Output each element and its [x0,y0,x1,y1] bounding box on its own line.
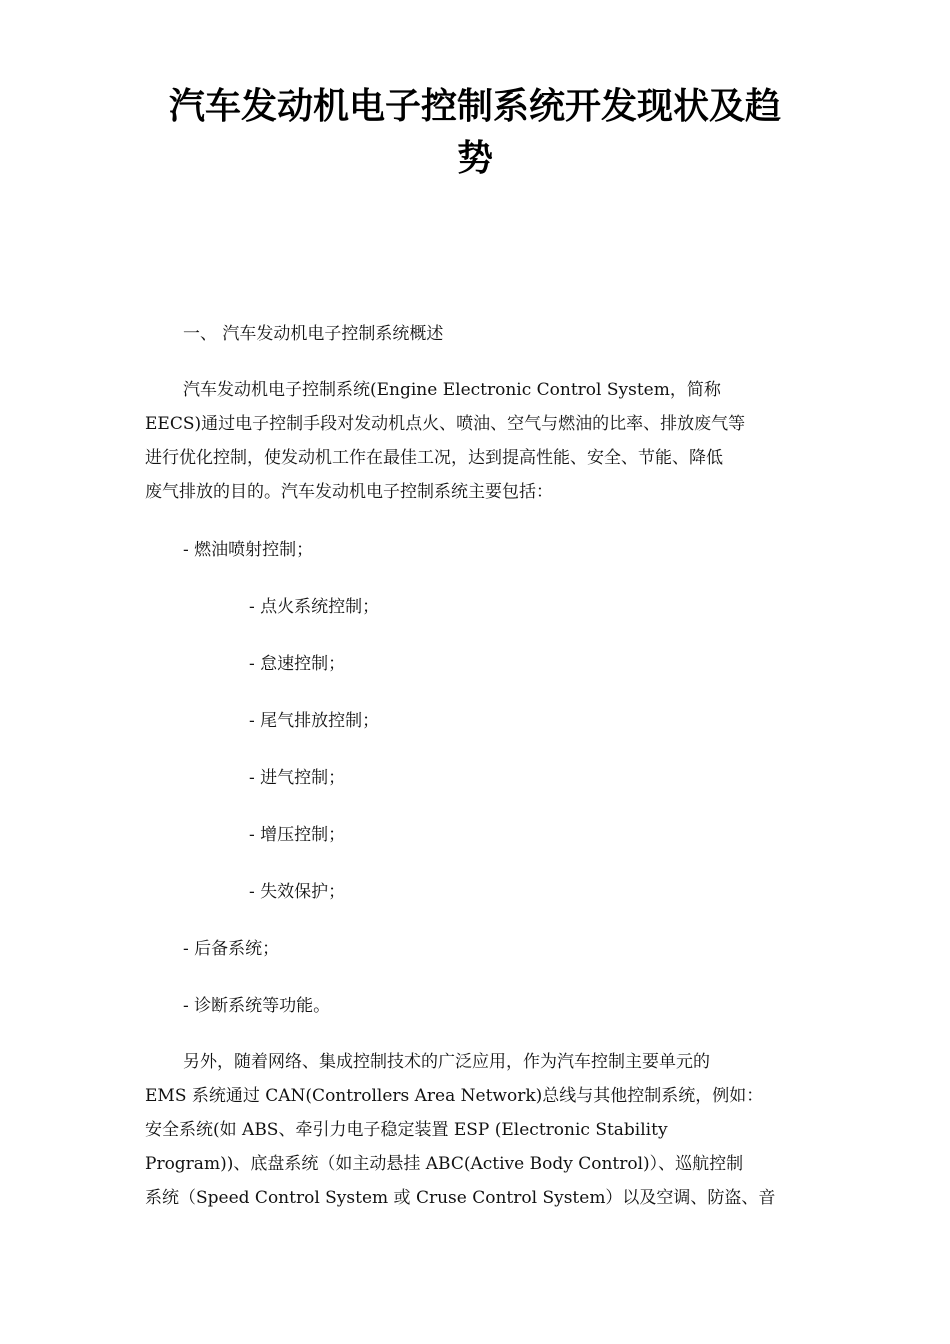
closing-paragraph [145,1045,810,1215]
intro-line: 汽车发动机电子控制系统(Engine Electronic Control System，简称 [183,380,721,400]
list-item: - 失效保护； [249,882,346,902]
intro-line: 废气排放的目的。汽车发动机电子控制系统主要包括： [145,482,553,502]
list-item: - 燃油喷射控制； [183,540,314,560]
document-title [140,80,810,184]
list-item: - 点火系统控制； [249,597,380,617]
title-line-1: 汽车发动机电子控制系统开发现状及趋 [168,85,781,127]
section-heading: 一、 汽车发动机电子控制系统概述 [183,324,444,344]
title-line-2: 势 [456,137,493,179]
closing-line: 系统（Speed Control System 或 Cruse Control System）以及空调、防盗、音 [145,1188,776,1208]
closing-line: 另外，随着网络、集成控制技术的广泛应用，作为汽车控制主要单元的 [183,1052,710,1072]
list-item: - 后备系统； [183,939,280,959]
list-item: - 尾气排放控制； [249,711,380,731]
list-item: - 怠速控制； [249,654,346,674]
closing-line: EMS 系统通过 CAN(Controllers Area Network)总线与其他控制系统，例如： [145,1086,764,1106]
closing-line: Program))、底盘系统（如主动悬挂 ABC(Active Body Control)）、巡航控制 [145,1154,744,1174]
closing-line: 安全系统(如 ABS、牵引力电子稳定装置 ESP (Electronic Stability [145,1120,668,1140]
list-item: - 进气控制； [249,768,346,788]
intro-line: EECS)通过电子控制手段对发动机点火、喷油、空气与燃油的比率、排放废气等 [145,414,746,434]
intro-paragraph [145,373,810,509]
intro-line: 进行优化控制，使发动机工作在最佳工况，达到提高性能、安全、节能、降低 [145,448,723,468]
list-item: - 诊断系统等功能。 [183,996,331,1016]
list-item: - 增压控制； [249,825,346,845]
